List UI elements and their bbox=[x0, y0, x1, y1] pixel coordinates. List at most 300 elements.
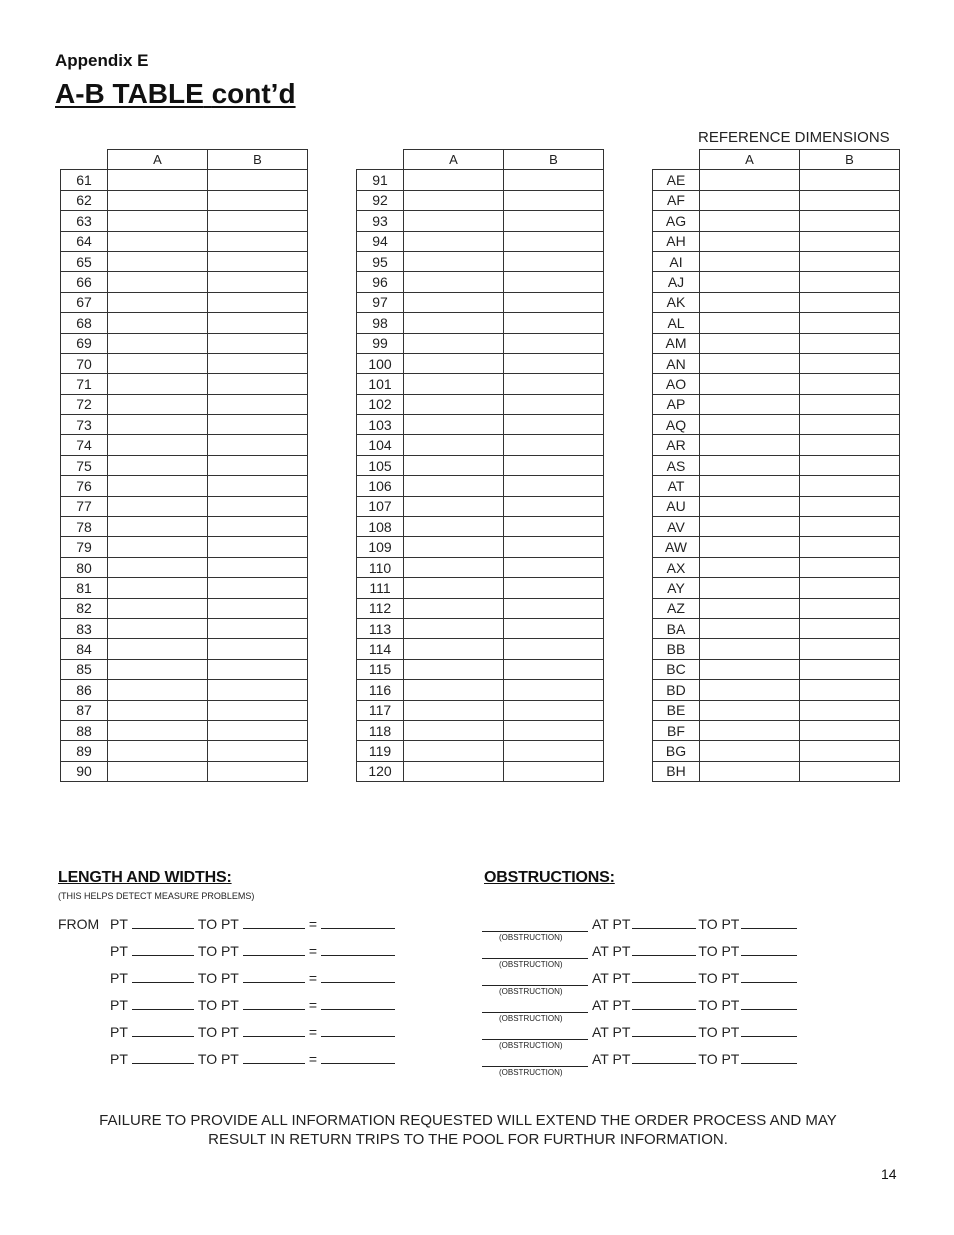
at-pt-label: AT PT bbox=[592, 997, 631, 1013]
measurement-cell-a[interactable] bbox=[700, 618, 800, 638]
measurement-cell-b[interactable] bbox=[800, 557, 900, 577]
measurement-cell-a[interactable] bbox=[404, 415, 504, 435]
row-label: BE bbox=[653, 700, 700, 720]
length-input-blank[interactable] bbox=[132, 1051, 194, 1064]
measurement-cell-b[interactable] bbox=[504, 455, 604, 475]
row-label: AG bbox=[653, 211, 700, 231]
to-pt-label: TO PT bbox=[197, 1051, 239, 1067]
table-row bbox=[653, 578, 900, 598]
measurement-cell-b[interactable] bbox=[208, 313, 308, 333]
length-input-blank[interactable] bbox=[321, 1051, 395, 1064]
measurement-cell-b[interactable] bbox=[504, 190, 604, 210]
measurement-cell-a[interactable] bbox=[108, 435, 208, 455]
measurement-cell-a[interactable] bbox=[404, 394, 504, 414]
measurement-cell-b[interactable] bbox=[800, 680, 900, 700]
row-label: 113 bbox=[357, 618, 404, 638]
measurement-cell-b[interactable] bbox=[800, 292, 900, 312]
reference-dimensions-label: REFERENCE DIMENSIONS bbox=[698, 129, 890, 146]
row-label: 94 bbox=[357, 231, 404, 251]
measurement-cell-b[interactable] bbox=[504, 720, 604, 740]
measurement-cell-a[interactable] bbox=[108, 211, 208, 231]
measurement-cell-a[interactable] bbox=[700, 272, 800, 292]
measurement-cell-b[interactable] bbox=[504, 700, 604, 720]
page-number: 14 bbox=[881, 1166, 897, 1182]
length-input-blank[interactable] bbox=[132, 916, 194, 929]
measurement-cell-a[interactable] bbox=[404, 211, 504, 231]
table-row bbox=[61, 415, 308, 435]
measurement-cell-b[interactable] bbox=[208, 190, 308, 210]
ab-table-91-120 bbox=[356, 149, 604, 782]
measurement-cell-b[interactable] bbox=[800, 231, 900, 251]
measurement-cell-a[interactable] bbox=[108, 557, 208, 577]
length-input-blank[interactable] bbox=[321, 997, 395, 1010]
obstruction-point-blank[interactable] bbox=[741, 943, 797, 956]
measurement-cell-a[interactable] bbox=[108, 761, 208, 781]
obstruction-caption: (OBSTRUCTION) bbox=[499, 1068, 563, 1077]
length-input-blank[interactable] bbox=[243, 943, 305, 956]
measurement-cell-b[interactable] bbox=[504, 353, 604, 373]
measurement-cell-b[interactable] bbox=[208, 761, 308, 781]
measurement-cell-a[interactable] bbox=[108, 720, 208, 740]
measurement-cell-b[interactable] bbox=[504, 680, 604, 700]
length-input-blank[interactable] bbox=[243, 1024, 305, 1037]
measurement-cell-a[interactable] bbox=[700, 517, 800, 537]
measurement-cell-a[interactable] bbox=[700, 374, 800, 394]
length-input-blank[interactable] bbox=[243, 1051, 305, 1064]
measurement-cell-a[interactable] bbox=[108, 333, 208, 353]
table-row bbox=[653, 496, 900, 516]
measurement-cell-b[interactable] bbox=[504, 517, 604, 537]
measurement-cell-b[interactable] bbox=[504, 415, 604, 435]
measurement-cell-b[interactable] bbox=[208, 557, 308, 577]
measurement-cell-a[interactable] bbox=[404, 618, 504, 638]
row-label: 75 bbox=[61, 455, 108, 475]
measurement-cell-b[interactable] bbox=[800, 211, 900, 231]
row-label: BH bbox=[653, 761, 700, 781]
measurement-cell-b[interactable] bbox=[208, 598, 308, 618]
measurement-cell-a[interactable] bbox=[404, 598, 504, 618]
measurement-cell-a[interactable] bbox=[108, 374, 208, 394]
length-input-blank[interactable] bbox=[132, 997, 194, 1010]
row-label: 96 bbox=[357, 272, 404, 292]
obstruction-point-blank[interactable] bbox=[741, 916, 797, 929]
measurement-cell-a[interactable] bbox=[404, 313, 504, 333]
measurement-cell-b[interactable] bbox=[504, 639, 604, 659]
obstruction-input-blank[interactable] bbox=[482, 1065, 588, 1067]
measurement-cell-a[interactable] bbox=[404, 251, 504, 271]
measurement-cell-a[interactable] bbox=[404, 700, 504, 720]
table-row bbox=[653, 374, 900, 394]
row-label: AI bbox=[653, 251, 700, 271]
measurement-cell-a[interactable] bbox=[700, 251, 800, 271]
measurement-cell-b[interactable] bbox=[208, 741, 308, 761]
measurement-cell-a[interactable] bbox=[404, 455, 504, 475]
measurement-cell-a[interactable] bbox=[108, 353, 208, 373]
measurement-cell-b[interactable] bbox=[504, 313, 604, 333]
measurement-cell-a[interactable] bbox=[700, 700, 800, 720]
obstruction-point-blank[interactable] bbox=[741, 997, 797, 1010]
measurement-cell-b[interactable] bbox=[800, 272, 900, 292]
table-row bbox=[61, 720, 308, 740]
to-pt-label: TO PT bbox=[698, 970, 740, 986]
measurement-cell-b[interactable] bbox=[208, 618, 308, 638]
measurement-cell-b[interactable] bbox=[208, 211, 308, 231]
measurement-cell-b[interactable] bbox=[800, 700, 900, 720]
lengths-title: LENGTH AND WIDTHS: bbox=[58, 869, 232, 886]
row-label: 106 bbox=[357, 476, 404, 496]
measurement-cell-b[interactable] bbox=[208, 639, 308, 659]
length-row bbox=[58, 970, 399, 986]
measurement-cell-a[interactable] bbox=[700, 394, 800, 414]
measurement-cell-a[interactable] bbox=[404, 517, 504, 537]
measurement-cell-b[interactable] bbox=[504, 211, 604, 231]
obstruction-caption: (OBSTRUCTION) bbox=[499, 1041, 563, 1050]
measurement-cell-b[interactable] bbox=[504, 659, 604, 679]
measurement-cell-a[interactable] bbox=[108, 517, 208, 537]
pt-label: PT bbox=[110, 916, 128, 932]
measurement-cell-a[interactable] bbox=[700, 455, 800, 475]
length-input-blank[interactable] bbox=[132, 970, 194, 983]
measurement-cell-b[interactable] bbox=[208, 170, 308, 190]
measurement-cell-b[interactable] bbox=[800, 170, 900, 190]
table-row bbox=[357, 598, 604, 618]
measurement-cell-b[interactable] bbox=[208, 517, 308, 537]
measurement-cell-b[interactable] bbox=[504, 251, 604, 271]
table-row bbox=[653, 231, 900, 251]
row-label: 84 bbox=[61, 639, 108, 659]
measurement-cell-a[interactable] bbox=[700, 170, 800, 190]
measurement-cell-a[interactable] bbox=[700, 720, 800, 740]
measurement-cell-a[interactable] bbox=[108, 700, 208, 720]
row-label: BD bbox=[653, 680, 700, 700]
table-row bbox=[357, 353, 604, 373]
ab-table-reference bbox=[652, 149, 900, 782]
row-label: 98 bbox=[357, 313, 404, 333]
measurement-cell-b[interactable] bbox=[504, 333, 604, 353]
table-row bbox=[357, 333, 604, 353]
length-row bbox=[58, 943, 399, 959]
measurement-cell-a[interactable] bbox=[404, 537, 504, 557]
row-label: 119 bbox=[357, 741, 404, 761]
measurement-cell-b[interactable] bbox=[504, 761, 604, 781]
measurement-cell-a[interactable] bbox=[108, 496, 208, 516]
measurement-cell-a[interactable] bbox=[108, 639, 208, 659]
measurement-cell-b[interactable] bbox=[800, 741, 900, 761]
measurement-cell-a[interactable] bbox=[404, 741, 504, 761]
measurement-cell-b[interactable] bbox=[504, 272, 604, 292]
table-row bbox=[61, 496, 308, 516]
obstruction-input-blank[interactable] bbox=[482, 1038, 588, 1040]
length-input-blank[interactable] bbox=[132, 943, 194, 956]
measurement-cell-a[interactable] bbox=[108, 476, 208, 496]
measurement-cell-b[interactable] bbox=[504, 578, 604, 598]
measurement-cell-b[interactable] bbox=[208, 537, 308, 557]
measurement-cell-b[interactable] bbox=[800, 313, 900, 333]
measurement-cell-a[interactable] bbox=[404, 720, 504, 740]
measurement-cell-a[interactable] bbox=[404, 476, 504, 496]
measurement-cell-b[interactable] bbox=[504, 741, 604, 761]
measurement-cell-a[interactable] bbox=[404, 231, 504, 251]
table-row bbox=[61, 435, 308, 455]
measurement-cell-a[interactable] bbox=[700, 435, 800, 455]
measurement-cell-a[interactable] bbox=[108, 741, 208, 761]
measurement-cell-b[interactable] bbox=[208, 272, 308, 292]
measurement-cell-b[interactable] bbox=[504, 598, 604, 618]
table-row bbox=[61, 455, 308, 475]
measurement-cell-a[interactable] bbox=[404, 170, 504, 190]
row-label: 78 bbox=[61, 517, 108, 537]
to-pt-label: TO PT bbox=[197, 970, 239, 986]
table-row bbox=[61, 700, 308, 720]
measurement-cell-b[interactable] bbox=[800, 394, 900, 414]
measurement-cell-a[interactable] bbox=[404, 272, 504, 292]
measurement-cell-b[interactable] bbox=[504, 435, 604, 455]
measurement-cell-b[interactable] bbox=[800, 455, 900, 475]
row-label: 100 bbox=[357, 353, 404, 373]
obstruction-point-blank[interactable] bbox=[741, 1024, 797, 1037]
obstruction-point-blank[interactable] bbox=[632, 970, 696, 983]
table-row bbox=[61, 313, 308, 333]
measurement-cell-b[interactable] bbox=[800, 598, 900, 618]
measurement-cell-b[interactable] bbox=[208, 353, 308, 373]
length-input-blank[interactable] bbox=[321, 1024, 395, 1037]
measurement-cell-b[interactable] bbox=[208, 496, 308, 516]
measurement-cell-b[interactable] bbox=[208, 394, 308, 414]
measurement-cell-b[interactable] bbox=[504, 557, 604, 577]
row-label: 91 bbox=[357, 170, 404, 190]
measurement-cell-a[interactable] bbox=[108, 231, 208, 251]
table-row bbox=[357, 496, 604, 516]
measurement-cell-a[interactable] bbox=[404, 761, 504, 781]
measurement-cell-a[interactable] bbox=[700, 231, 800, 251]
table-row bbox=[61, 537, 308, 557]
measurement-cell-a[interactable] bbox=[700, 415, 800, 435]
obstruction-point-blank[interactable] bbox=[632, 943, 696, 956]
measurement-cell-b[interactable] bbox=[208, 292, 308, 312]
page-title bbox=[55, 78, 296, 110]
obstruction-input-blank[interactable] bbox=[482, 957, 588, 959]
measurement-cell-a[interactable] bbox=[404, 659, 504, 679]
table-row bbox=[653, 537, 900, 557]
row-label: AE bbox=[653, 170, 700, 190]
obstruction-input-blank[interactable] bbox=[482, 984, 588, 986]
measurement-cell-b[interactable] bbox=[800, 353, 900, 373]
table-row bbox=[653, 659, 900, 679]
column-header-a: A bbox=[404, 150, 504, 170]
measurement-cell-b[interactable] bbox=[800, 476, 900, 496]
measurement-cell-a[interactable] bbox=[404, 680, 504, 700]
measurement-cell-b[interactable] bbox=[800, 639, 900, 659]
row-label: 90 bbox=[61, 761, 108, 781]
measurement-cell-b[interactable] bbox=[208, 231, 308, 251]
row-label: AW bbox=[653, 537, 700, 557]
measurement-cell-b[interactable] bbox=[504, 618, 604, 638]
row-label: BB bbox=[653, 639, 700, 659]
measurement-cell-a[interactable] bbox=[108, 272, 208, 292]
measurement-cell-b[interactable] bbox=[208, 659, 308, 679]
measurement-cell-b[interactable] bbox=[800, 190, 900, 210]
measurement-cell-a[interactable] bbox=[404, 435, 504, 455]
measurement-cell-b[interactable] bbox=[800, 333, 900, 353]
row-label: BC bbox=[653, 659, 700, 679]
measurement-cell-b[interactable] bbox=[504, 537, 604, 557]
length-input-blank[interactable] bbox=[243, 916, 305, 929]
measurement-cell-a[interactable] bbox=[404, 374, 504, 394]
measurement-cell-b[interactable] bbox=[800, 659, 900, 679]
measurement-cell-a[interactable] bbox=[700, 639, 800, 659]
measurement-cell-b[interactable] bbox=[800, 251, 900, 271]
obstruction-point-blank[interactable] bbox=[632, 997, 696, 1010]
measurement-cell-b[interactable] bbox=[208, 374, 308, 394]
table-row bbox=[61, 557, 308, 577]
measurement-cell-a[interactable] bbox=[108, 292, 208, 312]
measurement-cell-b[interactable] bbox=[208, 700, 308, 720]
measurement-cell-b[interactable] bbox=[800, 720, 900, 740]
obstruction-input-blank[interactable] bbox=[482, 930, 588, 932]
row-label: 115 bbox=[357, 659, 404, 679]
measurement-cell-b[interactable] bbox=[504, 170, 604, 190]
measurement-cell-b[interactable] bbox=[208, 251, 308, 271]
row-label: 118 bbox=[357, 720, 404, 740]
measurement-cell-a[interactable] bbox=[700, 496, 800, 516]
measurement-cell-a[interactable] bbox=[700, 292, 800, 312]
obstruction-row bbox=[592, 916, 799, 932]
measurement-cell-a[interactable] bbox=[700, 211, 800, 231]
table-row bbox=[357, 741, 604, 761]
measurement-cell-a[interactable] bbox=[700, 598, 800, 618]
measurement-cell-b[interactable] bbox=[208, 720, 308, 740]
measurement-cell-a[interactable] bbox=[108, 415, 208, 435]
table-row bbox=[61, 353, 308, 373]
measurement-cell-a[interactable] bbox=[700, 190, 800, 210]
measurement-cell-a[interactable] bbox=[700, 578, 800, 598]
obstruction-input-blank[interactable] bbox=[482, 1011, 588, 1013]
measurement-cell-b[interactable] bbox=[208, 333, 308, 353]
obstruction-point-blank[interactable] bbox=[632, 1051, 696, 1064]
measurement-cell-a[interactable] bbox=[700, 659, 800, 679]
table-row bbox=[61, 272, 308, 292]
length-input-blank[interactable] bbox=[132, 1024, 194, 1037]
column-header-a: A bbox=[108, 150, 208, 170]
measurement-cell-b[interactable] bbox=[208, 680, 308, 700]
measurement-cell-a[interactable] bbox=[404, 292, 504, 312]
row-label: AQ bbox=[653, 415, 700, 435]
table-row bbox=[357, 639, 604, 659]
measurement-cell-b[interactable] bbox=[208, 435, 308, 455]
measurement-cell-a[interactable] bbox=[108, 313, 208, 333]
measurement-cell-b[interactable] bbox=[800, 578, 900, 598]
measurement-cell-b[interactable] bbox=[800, 435, 900, 455]
measurement-cell-b[interactable] bbox=[504, 476, 604, 496]
measurement-cell-b[interactable] bbox=[208, 455, 308, 475]
measurement-cell-b[interactable] bbox=[800, 618, 900, 638]
measurement-cell-a[interactable] bbox=[108, 190, 208, 210]
table-row bbox=[61, 170, 308, 190]
table-row bbox=[61, 231, 308, 251]
length-input-blank[interactable] bbox=[321, 916, 395, 929]
measurement-cell-b[interactable] bbox=[800, 374, 900, 394]
measurement-cell-a[interactable] bbox=[700, 476, 800, 496]
page-title-suffix: cont’d bbox=[211, 78, 296, 109]
measurement-cell-a[interactable] bbox=[108, 578, 208, 598]
measurement-cell-a[interactable] bbox=[700, 761, 800, 781]
obstruction-point-blank[interactable] bbox=[632, 916, 696, 929]
measurement-cell-a[interactable] bbox=[700, 537, 800, 557]
column-header-b: B bbox=[800, 150, 900, 170]
measurement-cell-b[interactable] bbox=[800, 761, 900, 781]
measurement-cell-b[interactable] bbox=[504, 292, 604, 312]
length-input-blank[interactable] bbox=[321, 970, 395, 983]
measurement-cell-a[interactable] bbox=[404, 639, 504, 659]
equals-label: = bbox=[308, 943, 318, 959]
measurement-cell-a[interactable] bbox=[108, 598, 208, 618]
measurement-cell-b[interactable] bbox=[504, 374, 604, 394]
measurement-cell-b[interactable] bbox=[800, 415, 900, 435]
measurement-cell-a[interactable] bbox=[108, 394, 208, 414]
obstruction-point-blank[interactable] bbox=[741, 970, 797, 983]
length-input-blank[interactable] bbox=[243, 970, 305, 983]
measurement-cell-a[interactable] bbox=[700, 333, 800, 353]
measurement-cell-a[interactable] bbox=[404, 557, 504, 577]
measurement-cell-a[interactable] bbox=[108, 537, 208, 557]
row-label: AV bbox=[653, 517, 700, 537]
measurement-cell-a[interactable] bbox=[404, 578, 504, 598]
table-row bbox=[357, 292, 604, 312]
measurement-cell-a[interactable] bbox=[404, 333, 504, 353]
row-label: 89 bbox=[61, 741, 108, 761]
table-row bbox=[653, 292, 900, 312]
ab-table-61-90 bbox=[60, 149, 308, 782]
measurement-cell-a[interactable] bbox=[404, 190, 504, 210]
measurement-cell-a[interactable] bbox=[700, 557, 800, 577]
length-input-blank[interactable] bbox=[321, 943, 395, 956]
row-label: 79 bbox=[61, 537, 108, 557]
length-row bbox=[58, 1024, 399, 1040]
measurement-cell-b[interactable] bbox=[208, 415, 308, 435]
measurement-cell-b[interactable] bbox=[504, 231, 604, 251]
measurement-cell-b[interactable] bbox=[208, 476, 308, 496]
from-label: FROM bbox=[58, 916, 100, 932]
measurement-cell-a[interactable] bbox=[700, 313, 800, 333]
measurement-cell-a[interactable] bbox=[108, 455, 208, 475]
measurement-cell-a[interactable] bbox=[700, 680, 800, 700]
measurement-cell-b[interactable] bbox=[208, 578, 308, 598]
table-row bbox=[357, 313, 604, 333]
measurement-cell-a[interactable] bbox=[108, 170, 208, 190]
measurement-cell-a[interactable] bbox=[108, 618, 208, 638]
obstruction-point-blank[interactable] bbox=[741, 1051, 797, 1064]
measurement-cell-a[interactable] bbox=[108, 251, 208, 271]
row-label: 74 bbox=[61, 435, 108, 455]
measurement-cell-a[interactable] bbox=[700, 741, 800, 761]
measurement-cell-b[interactable] bbox=[800, 537, 900, 557]
measurement-cell-a[interactable] bbox=[700, 353, 800, 373]
table-row bbox=[357, 231, 604, 251]
measurement-cell-b[interactable] bbox=[504, 496, 604, 516]
measurement-cell-a[interactable] bbox=[108, 659, 208, 679]
obstruction-point-blank[interactable] bbox=[632, 1024, 696, 1037]
table-corner bbox=[357, 150, 404, 170]
length-input-blank[interactable] bbox=[243, 997, 305, 1010]
measurement-cell-b[interactable] bbox=[504, 394, 604, 414]
row-label: AK bbox=[653, 292, 700, 312]
measurement-cell-a[interactable] bbox=[404, 496, 504, 516]
measurement-cell-b[interactable] bbox=[800, 496, 900, 516]
measurement-cell-a[interactable] bbox=[108, 680, 208, 700]
measurement-cell-b[interactable] bbox=[800, 517, 900, 537]
measurement-cell-a[interactable] bbox=[404, 353, 504, 373]
obstruction-row bbox=[592, 970, 799, 986]
